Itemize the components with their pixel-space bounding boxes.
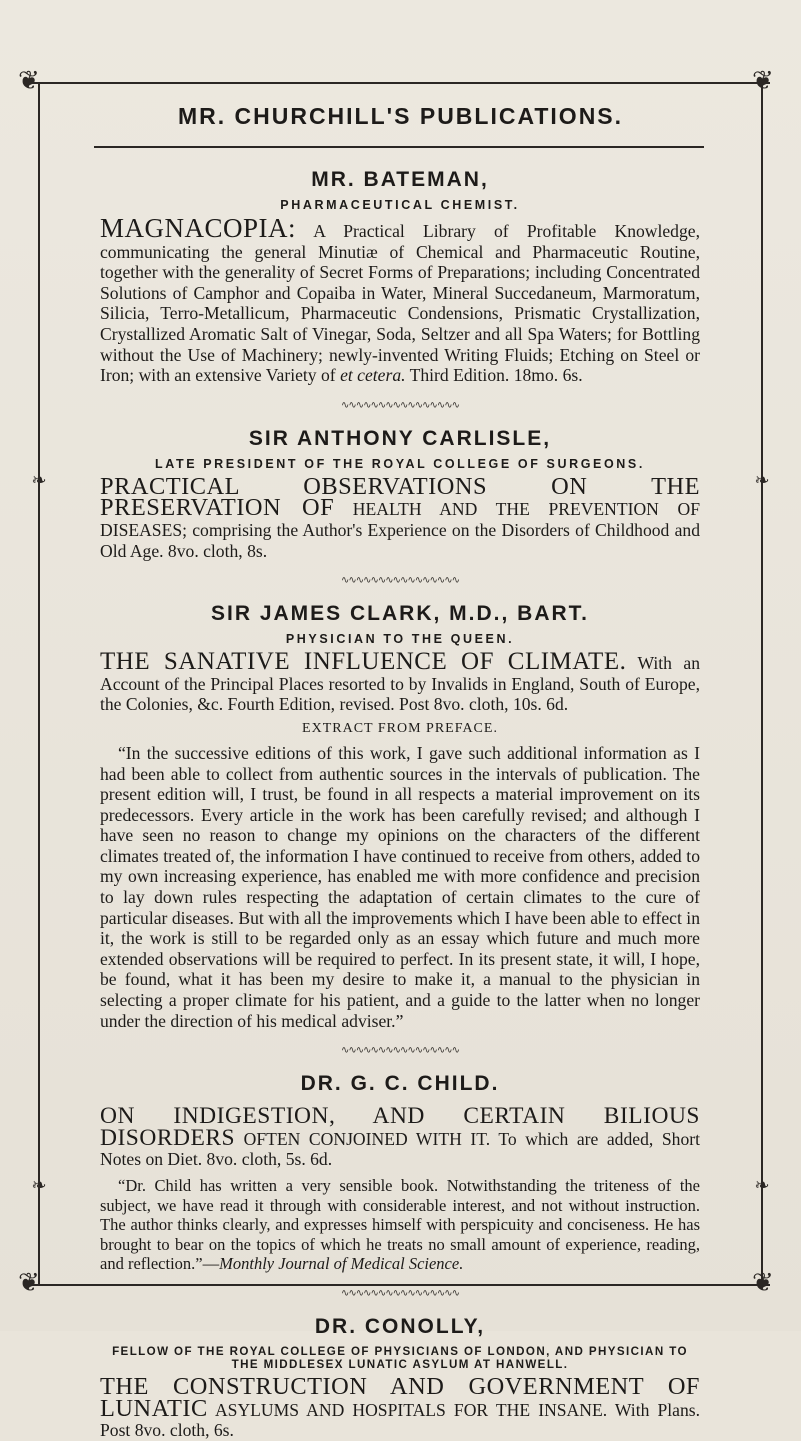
review-quote: [100, 1176, 700, 1274]
book-description: A Practical Library of Profitable Knowledge, communicating the general Minutiæ of Chemical and Pharmaceutic Routine, together with the generality of Secret Forms of Preparations; including Concentrated Solutions of Camphor and Copaiba in Water, Mineral Succedaneum, Marmoratum, Silicia, Terro-Metallicum, Pharmaceutic Condensions, Prismatic Crystallization, Crystallized Aromatic Salt of Vinegar, Soda, Seltzer and all Spa Waters; for Bottling without the Use of Machinery; newly-invented Writing Fluids; Etching on Steel or Iron; with an extensive Variety of: [100, 221, 700, 386]
author-title: PHARMACEUTICAL CHEMIST.: [280, 198, 520, 212]
side-ornament-icon: ❧: [31, 470, 47, 491]
review-text: “Dr. Child has written a very sensible book. Notwithstanding the triteness of the subject, we have read it through with considerable interest, and not without instruction. The author thinks clearly, and expresses himself with perspicuity and conciseness. He has brought to bear on the topics of which he treats no small amount of experience, reading, and reflection.”—: [100, 1176, 700, 1274]
entry-conolly: [100, 1315, 700, 1441]
entry-bateman: [100, 168, 700, 386]
author-title: FELLOW OF THE ROYAL COLLEGE OF PHYSICIANS OF LONDON, AND PHYSICIAN TO THE MIDDLESEX LUNATIC ASYLUM AT HANWELL.: [112, 1344, 688, 1371]
divider: ∿∿∿∿∿∿∿∿∿∿∿∿∿∿∿∿: [340, 1045, 460, 1057]
review-source: Monthly Journal of Medical Science.: [219, 1254, 464, 1274]
divider: ∿∿∿∿∿∿∿∿∿∿∿∿∿∿∿∿: [340, 1287, 460, 1299]
side-ornament-icon: ❧: [754, 1175, 770, 1196]
author-name: DR. G. C. CHILD.: [300, 1072, 500, 1096]
book-description: ASYLUMS AND HOSPITALS FOR THE INSANE. With Plans. Post 8vo. cloth, 6s.: [100, 1399, 700, 1441]
entry-text: [100, 1372, 700, 1441]
content: [100, 168, 700, 1441]
author-name: DR. CONOLLY,: [314, 1314, 486, 1338]
corner-ornament-icon: ❦: [18, 66, 40, 96]
entry-text: [100, 472, 701, 561]
author-name: SIR ANTHONY CARLISLE,: [248, 426, 552, 450]
border-right: [761, 82, 763, 1284]
author-title: PHYSICIAN TO THE QUEEN.: [285, 632, 515, 647]
corner-ornament-icon: ❦: [752, 66, 774, 96]
entry-carlisle: [100, 427, 700, 561]
book-edition: Third Edition. 18mo. 6s.: [409, 365, 583, 386]
side-ornament-icon: ❧: [31, 1175, 47, 1196]
extract-heading: EXTRACT FROM PREFACE.: [302, 720, 498, 736]
book-description: OFTEN CONJOINED WITH IT. To which are added, Short Notes on Diet. 8vo. cloth, 5s. 6d.: [100, 1128, 700, 1170]
corner-ornament-icon: ❦: [752, 1268, 774, 1298]
entry-text: [100, 1103, 700, 1170]
book-title: THE CONSTRUCTION AND GOVERNMENT OF LUNATIC: [100, 1372, 700, 1422]
book-title: MAGNACOPIA:: [100, 213, 297, 243]
divider: ∿∿∿∿∿∿∿∿∿∿∿∿∿∿∿∿: [340, 575, 460, 587]
author-name: MR. BATEMAN,: [311, 168, 489, 191]
book-description: With an Account of the Principal Places resorted to by Invalids in England, South of Europe, the Colonies, &c. Fourth Edition, revised. Post 8vo. cloth, 10s. 6d.: [100, 653, 700, 715]
book-title: PRACTICAL OBSERVATIONS ON THE PRESERVATION OF: [100, 472, 700, 522]
page-title: MR. CHURCHILL'S PUBLICATIONS.: [177, 103, 624, 129]
book-title: THE SANATIVE INFLUENCE OF CLIMATE.: [100, 648, 627, 676]
preface-extract: “In the successive editions of this work, I gave such additional information as I had been able to collect from authentic sources in the intervals of publication. The present edition will, I trust, be found in all respects a material improvement on its predecessors. Every article in the work has been carefully revised; and although I have seen no reason to change my opinions on the characters of the different climates treated of, the information I have continued to receive from others, added to my own increasing experience, has enabled me with more confidence and precision to lay down rules respecting the adaptation of certain climates to the cure of particular diseases. But with all the improvements which I have been able to effect in it, the work is still to be regarded only as an essay which future and much more extended observations will be required to perfect. In its present state, it will, I hope, be found, what it has been my desire to make it, a manual to the physician in selecting a proper climate for his patient, and a guide to the latter when no longer under the direction of his medical adviser.”: [100, 742, 700, 1031]
header-rule: [94, 146, 704, 148]
book-description: HEALTH AND THE PREVENTION OF DISEASES; comprising the Author's Experience on the Disorders of Childhood and Old Age. 8vo. cloth, 8s.: [100, 499, 701, 561]
border-top: [30, 82, 770, 84]
book-description-italic: et cetera.: [340, 365, 406, 386]
divider: ∿∿∿∿∿∿∿∿∿∿∿∿∿∿∿∿: [340, 399, 460, 411]
book-title: ON INDIGESTION, AND CERTAIN BILIOUS DISORDERS: [100, 1103, 700, 1151]
border-left: [38, 82, 40, 1284]
side-ornament-icon: ❧: [754, 470, 770, 491]
author-title: LATE PRESIDENT OF THE ROYAL COLLEGE OF SURGEONS.: [155, 456, 645, 471]
corner-ornament-icon: ❦: [18, 1268, 40, 1298]
entry-text: [100, 648, 700, 715]
author-name: SIR JAMES CLARK, M.D., BART.: [210, 602, 589, 626]
entry-child: [100, 1072, 700, 1274]
entry-text: [100, 213, 700, 386]
entry-clark: [100, 602, 700, 1031]
